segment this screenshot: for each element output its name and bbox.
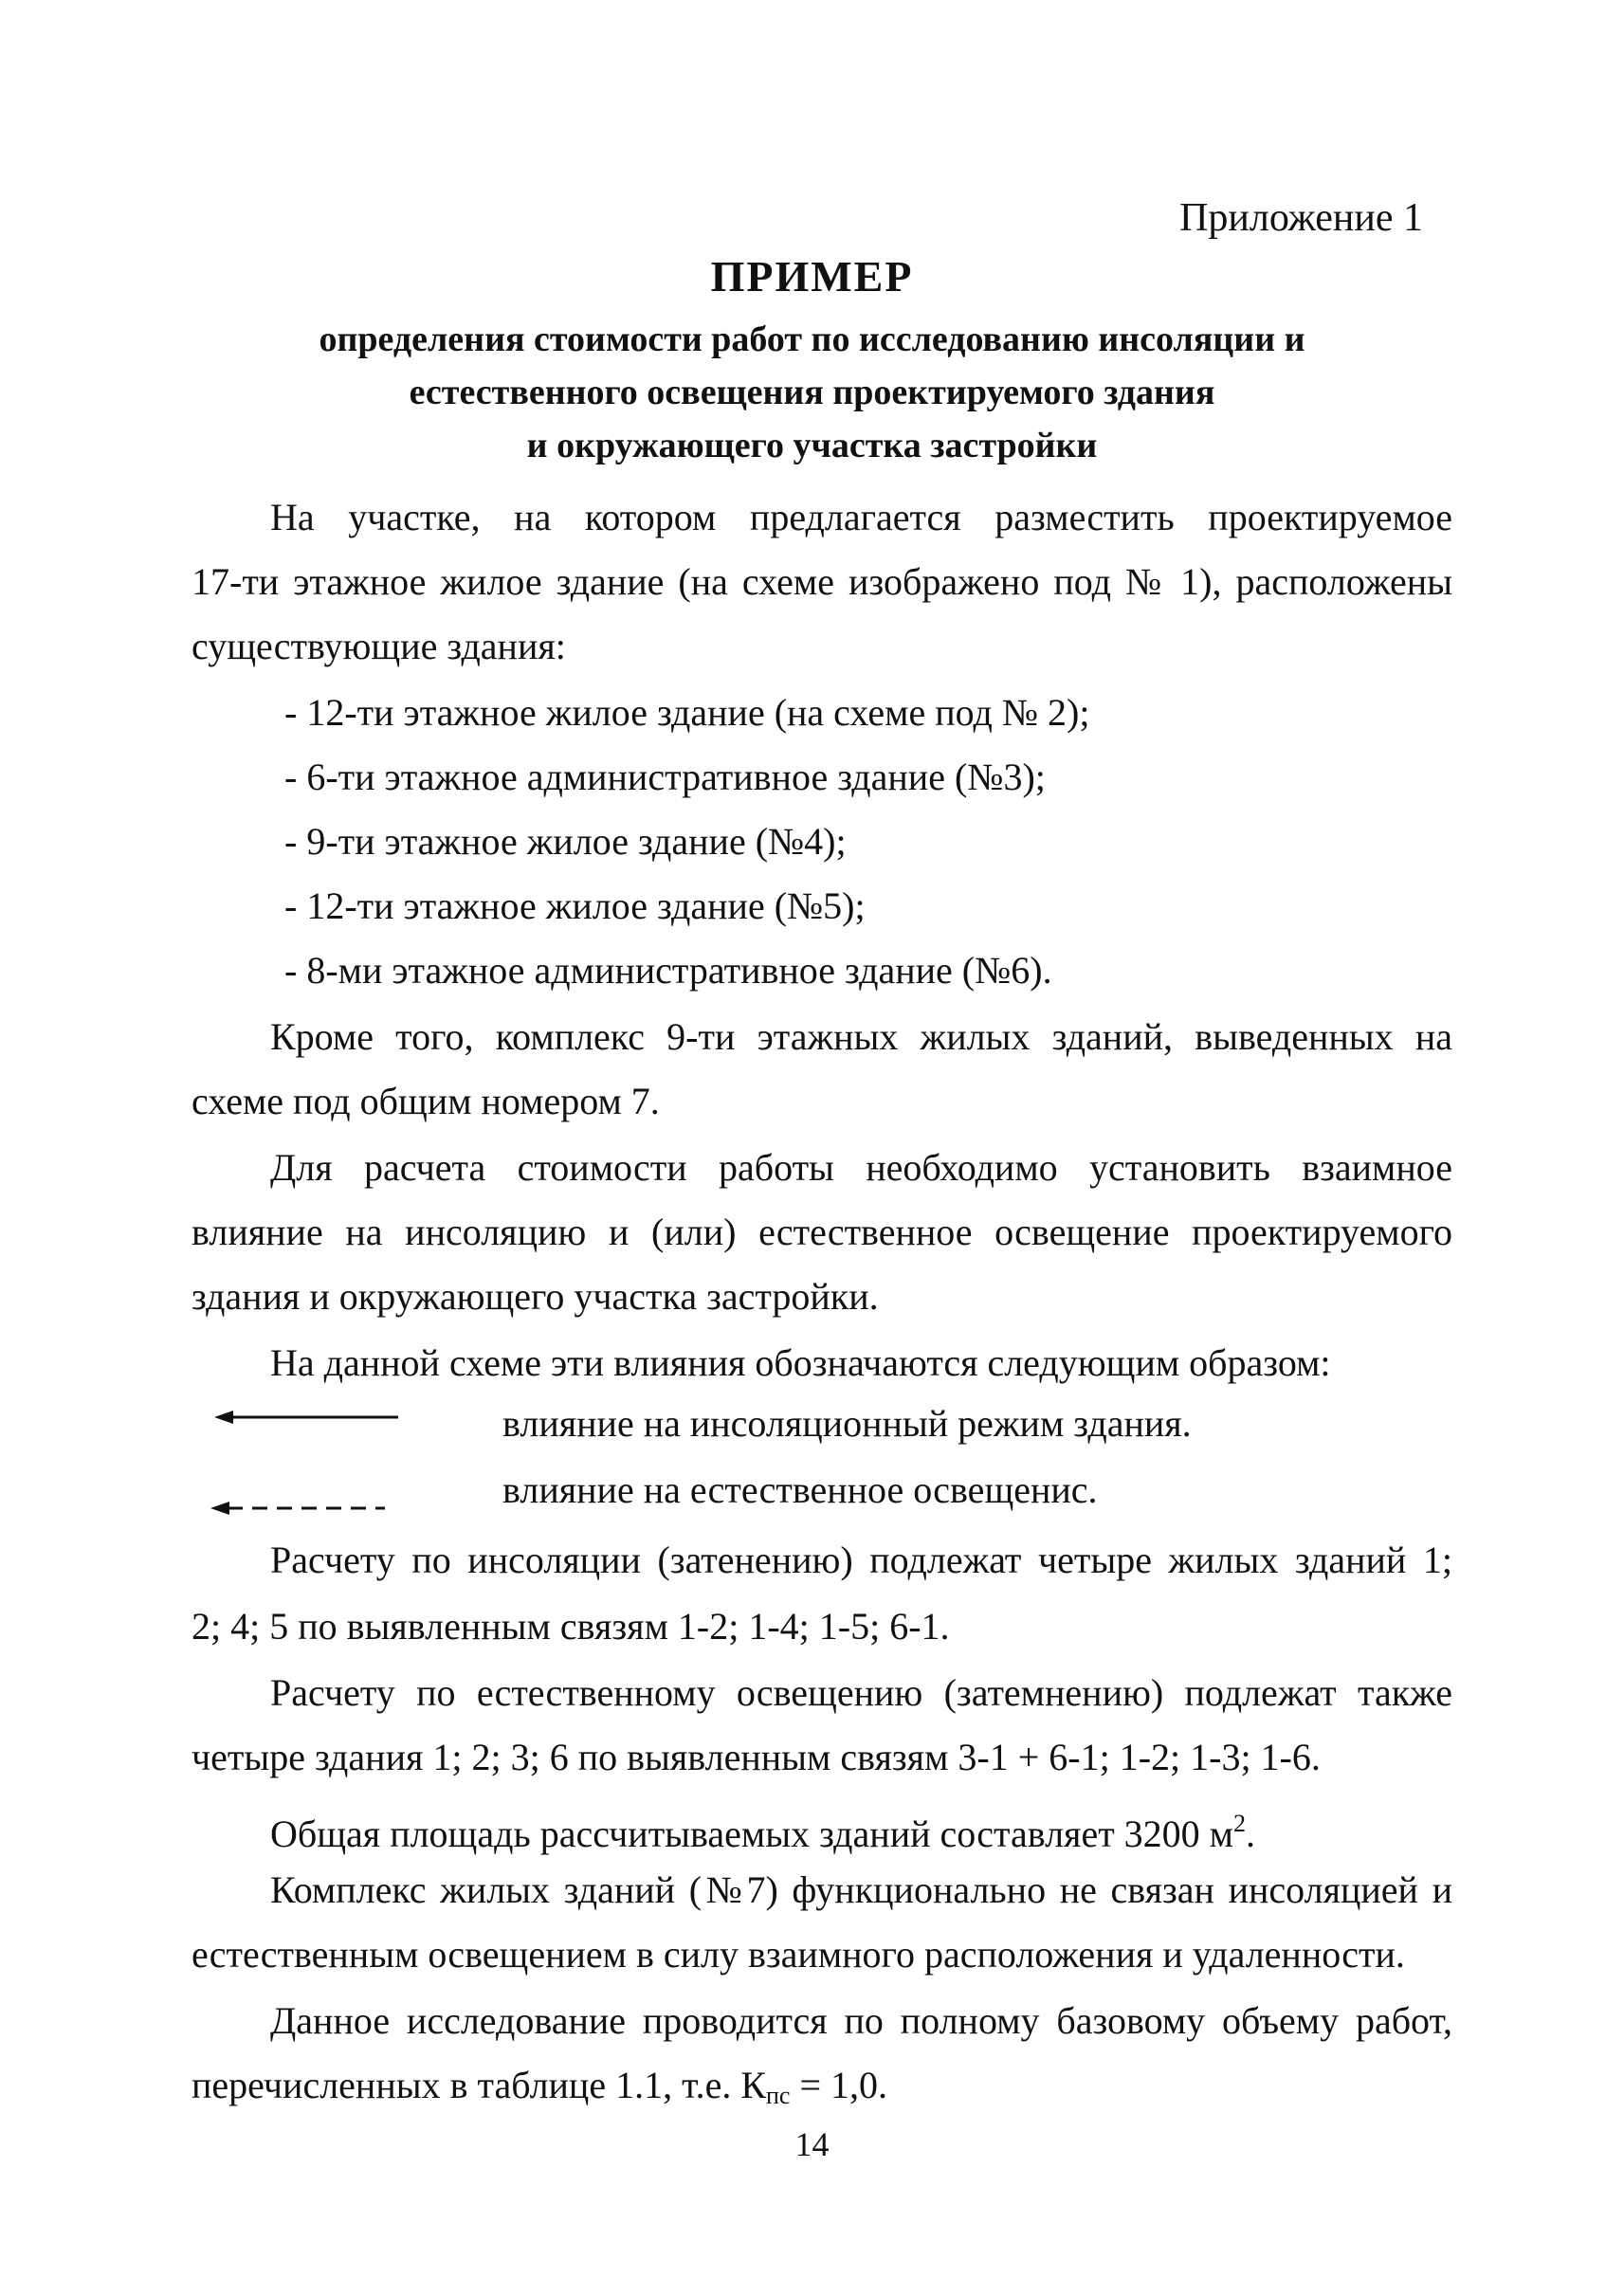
lighting-line-2: четыре здания 1; 2; 3; 6 по выявленным связям 3-1 + 6-1; 1-2; 1-3; 1-6.: [192, 1736, 1321, 1778]
subtitle-line-2: естественного освещения проектируемого здания: [409, 373, 1215, 412]
calc-line-3: здания и окружающего участка застройки.: [192, 1275, 879, 1318]
list-item-building-5: - 12-ти этажное жилое здание (№5);: [284, 884, 866, 927]
complex-note-line-2: естественным освещением в силу взаимного расположения и удаленности.: [192, 1933, 1405, 1976]
list-item-building-3: - 6-ти этажное административное здание (№3);: [284, 756, 1046, 798]
area-unit-exponent: 2: [1233, 1810, 1246, 1837]
calc-line-2: влияние на инсоляцию и (или) естественное освещение проектируемого: [192, 1211, 1452, 1253]
complex-note-line-1: Комплекс жилых зданий (№7) функционально не связан инсоляцией и: [270, 1868, 1452, 1911]
intro-line-3: существующие здания:: [192, 625, 566, 667]
complex-line-1: Кроме того, комплекс 9-ти этажных жилых зданий, выведенных на: [270, 1015, 1452, 1058]
solid-arrow-icon: [210, 1403, 400, 1431]
base-line-2: [192, 2061, 1452, 2121]
calc-line-1: Для расчета стоимости работы необходимо установить взаимное: [270, 1146, 1452, 1189]
list-item-building-2: - 12-ти этажное жилое здание (на схеме под № 2);: [284, 691, 1090, 734]
insolation-line-2: 2; 4; 5 по выявленным связям 1-2; 1-4; 1-5; 6-1.: [192, 1605, 950, 1648]
complex-line-2: схеме под общим номером 7.: [192, 1080, 660, 1122]
legend-intro: На данной схеме эти влияния обозначаются следующим образом:: [270, 1341, 1331, 1384]
legend-dashed-label: влияние на естественное освещенис.: [502, 1468, 1098, 1511]
base-value: = 1,0.: [790, 2064, 888, 2106]
subtitle-line-3: и окружающего участка застройки: [526, 426, 1098, 465]
area-line: [270, 1799, 1452, 1859]
dashed-arrow-icon: [207, 1494, 396, 1522]
intro-line-1: На участке, на котором предлагается разместить проектируемое: [270, 496, 1452, 538]
area-text: Общая площадь рассчитываемых зданий составляет 3200 м: [270, 1812, 1233, 1855]
appendix-label: Приложение 1: [1179, 196, 1423, 240]
area-end: .: [1246, 1812, 1255, 1855]
legend-solid-label: влияние на инсоляционный режим здания.: [502, 1402, 1192, 1445]
lighting-line-1: Расчету по естественному освещению (затемнению) подлежат также: [270, 1671, 1452, 1714]
insolation-line-1: Расчету по инсоляции (затенению) подлежат четыре жилых зданий 1;: [270, 1539, 1452, 1581]
base-text: перечисленных в таблице 1.1, т.е. К: [192, 2064, 766, 2106]
base-line-1: Данное исследование проводится по полному базовому объему работ,: [270, 1999, 1452, 2042]
list-item-building-6: - 8-ми этажное административное здание (№6).: [284, 949, 1052, 992]
list-item-building-4: - 9-ти этажное жилое здание (№4);: [284, 820, 847, 863]
subtitle-line-1: определения стоимости работ по исследованию инсоляции и: [319, 319, 1305, 359]
intro-line-2: 17-ти этажное жилое здание (на схеме изображено под № 1), расположены: [192, 560, 1452, 603]
coefficient-subscript: пс: [766, 2082, 791, 2109]
page-number: 14: [794, 2125, 830, 2163]
document-title: ПРИМЕР: [710, 252, 914, 301]
